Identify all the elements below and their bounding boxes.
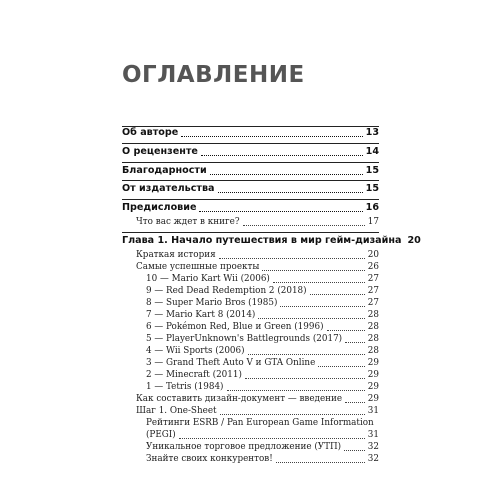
toc-entry-page: 16 xyxy=(365,202,379,213)
toc-entry-label: 4 — Wii Sports (2006) xyxy=(146,346,245,356)
toc-entry-page: 29 xyxy=(367,358,379,368)
toc-entry-about-author[interactable] xyxy=(122,126,379,140)
rule xyxy=(122,232,379,233)
toc-entry-label: О рецензенте xyxy=(122,146,198,157)
dot-leader xyxy=(243,224,365,226)
toc-entry-page: 27 xyxy=(367,298,379,308)
toc-entry-label: Как составить дизайн-документ — введение xyxy=(136,394,343,404)
dot-leader xyxy=(344,449,365,451)
toc-entry-label: 2 — Minecraft (2011) xyxy=(146,370,242,380)
toc-entry-page: 27 xyxy=(367,286,379,296)
toc-entry-chapter-1[interactable] xyxy=(122,234,421,248)
dot-leader xyxy=(262,269,364,271)
dot-leader xyxy=(327,329,365,331)
dot-leader xyxy=(345,401,365,403)
toc-entry-page: 28 xyxy=(367,310,379,320)
toc-entry-know-competitors[interactable] xyxy=(146,452,379,466)
toc-entry-page: 31 xyxy=(367,406,379,416)
toc-entry-label: 5 — PlayerUnknown's Battlegrounds (2017) xyxy=(146,334,343,344)
toc-entry-label: Краткая история xyxy=(136,250,216,260)
dot-leader xyxy=(218,191,363,193)
toc-entry-label: (PEGI) xyxy=(146,430,176,440)
dot-leader xyxy=(258,317,364,319)
toc-entry-publisher[interactable] xyxy=(122,182,379,196)
rule xyxy=(122,143,379,144)
page-title: ОГЛАВЛЕНИЕ xyxy=(122,62,305,88)
toc-entry-label: 6 — Pokémon Red, Blue и Green (1996) xyxy=(146,322,324,332)
toc-entry-page: 15 xyxy=(365,165,379,176)
dot-leader xyxy=(245,377,365,379)
toc-entry-label: Знайте своих конкурентов! xyxy=(146,454,273,464)
dot-leader xyxy=(201,154,363,156)
toc-entry-page: 32 xyxy=(367,454,379,464)
toc-entry-page: 17 xyxy=(367,217,379,227)
toc-entry-label: Глава 1. Начало путешествия в мир гейм-дизайна xyxy=(122,235,402,246)
dot-leader xyxy=(179,437,365,439)
dot-leader xyxy=(219,257,365,259)
toc-entry-label: Предисловие xyxy=(122,202,197,213)
rule xyxy=(122,180,379,181)
toc-entry-page: 15 xyxy=(365,183,379,194)
toc-entry-label: 3 — Grand Theft Auto V и GTA Online xyxy=(146,358,316,368)
toc-entry-label: Самые успешные проекты xyxy=(136,262,260,272)
toc-entry-page: 29 xyxy=(367,370,379,380)
dot-leader xyxy=(276,461,365,463)
toc-entry-page: 31 xyxy=(367,430,379,440)
dot-leader xyxy=(227,389,365,391)
toc-entry-label: Об авторе xyxy=(122,127,179,138)
toc-entry-page: 32 xyxy=(367,442,379,452)
toc-entry-preface[interactable] xyxy=(122,201,379,215)
toc-entry-label: Что вас ждет в книге? xyxy=(136,217,240,227)
dot-leader xyxy=(280,305,364,307)
toc-entry-page: 29 xyxy=(367,394,379,404)
dot-leader xyxy=(210,173,363,175)
toc-entry-page: 29 xyxy=(367,382,379,392)
toc-entry-label: Шаг 1. One-Sheet xyxy=(136,406,217,416)
dot-leader xyxy=(181,135,362,137)
toc-entry-acknowledgements[interactable] xyxy=(122,164,379,178)
toc-entry-page: 28 xyxy=(367,322,379,332)
toc-entry-label: 10 — Mario Kart Wii (2006) xyxy=(146,274,270,284)
rule xyxy=(122,162,379,163)
rule xyxy=(122,199,379,200)
dot-leader xyxy=(248,353,365,355)
dot-leader xyxy=(345,341,365,343)
toc-entry-label: 7 — Mario Kart 8 (2014) xyxy=(146,310,256,320)
dot-leader xyxy=(220,413,365,415)
dot-leader xyxy=(318,365,365,367)
toc-entry-page: 27 xyxy=(367,274,379,284)
toc-entry-page: 13 xyxy=(365,127,379,138)
toc-entry-label: 9 — Red Dead Redemption 2 (2018) xyxy=(146,286,307,296)
dot-leader xyxy=(273,281,365,283)
toc-entry-label: Благодарности xyxy=(122,165,207,176)
toc-entry-label: Рейтинги ESRB / Pan European Game Information xyxy=(146,418,374,428)
toc-entry-page: 28 xyxy=(367,334,379,344)
toc-entry-page: 26 xyxy=(367,262,379,272)
toc-entry-page: 20 xyxy=(367,250,379,260)
dot-leader xyxy=(199,210,362,212)
toc-entry-label: 8 — Super Mario Bros (1985) xyxy=(146,298,278,308)
toc-entry-page: 20 xyxy=(407,235,421,246)
toc-entry-page: 28 xyxy=(367,346,379,356)
toc-entry-label: Уникальное торговое предложение (УТП) xyxy=(146,442,342,452)
toc-entry-what-awaits[interactable] xyxy=(136,215,379,229)
toc-entry-label: От издательства xyxy=(122,183,215,194)
toc-entry-label: 1 — Tetris (1984) xyxy=(146,382,224,392)
toc-entry-reviewer[interactable] xyxy=(122,145,379,159)
dot-leader xyxy=(310,293,365,295)
toc-entry-page: 14 xyxy=(365,146,379,157)
